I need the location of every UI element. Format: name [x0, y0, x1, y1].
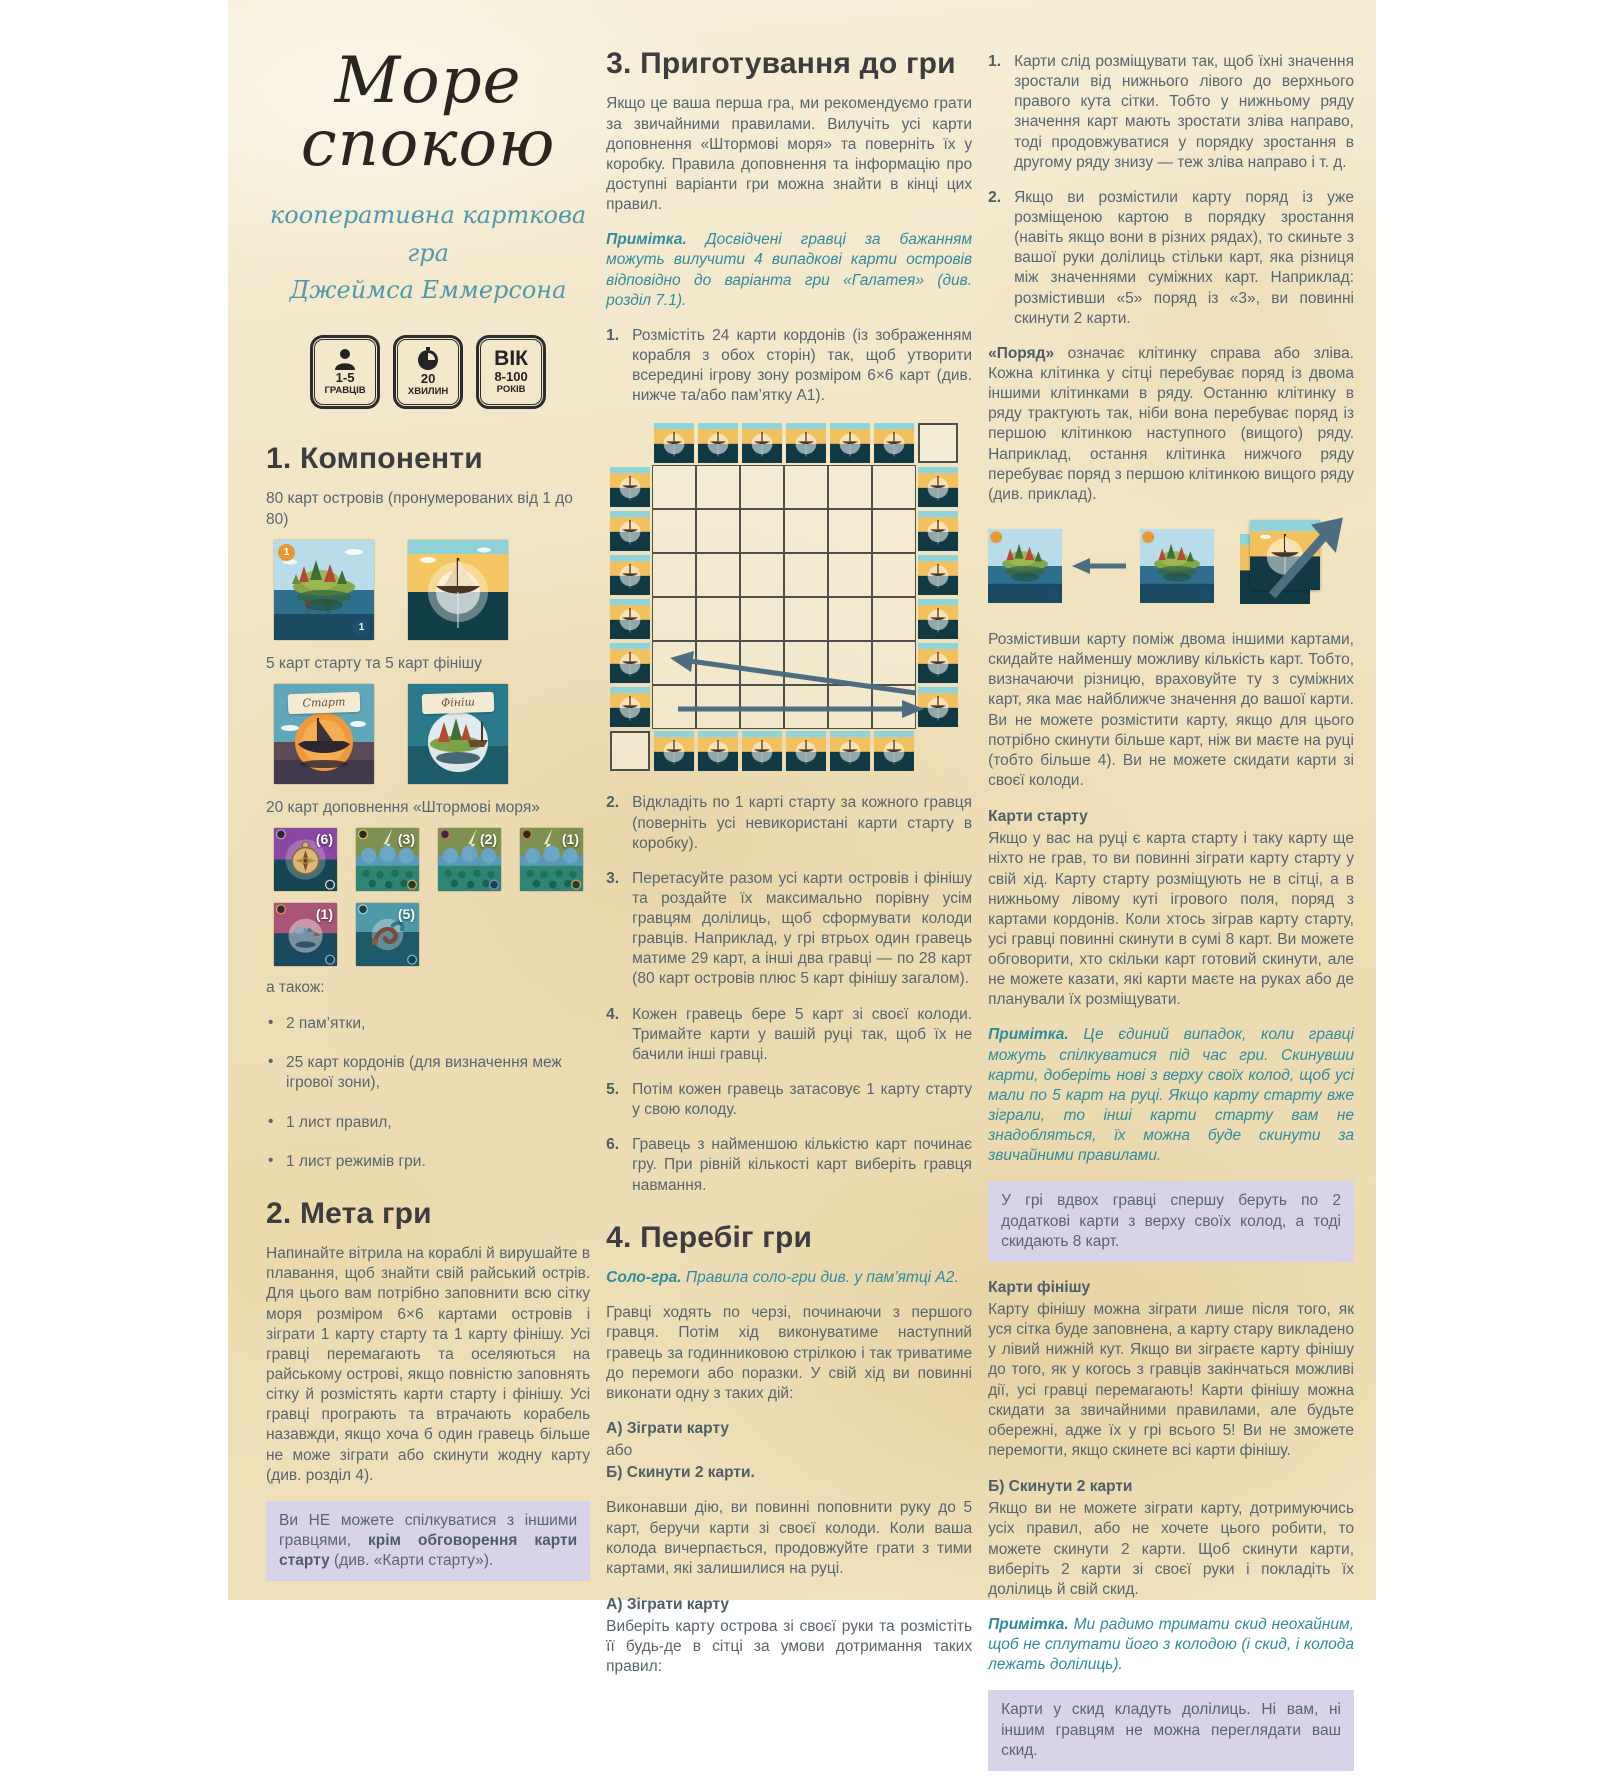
step-text: Відкладіть по 1 карті старту за кожного гравця (поверніть усі невикористані карти старту в коробку).: [632, 794, 973, 852]
page-columns: [228, 0, 1376, 1786]
badge-row: [266, 335, 590, 409]
players-label: ГРАВЦІВ: [324, 384, 366, 396]
bullet-dot-icon: •: [268, 1151, 274, 1169]
note-label: Примітка.: [606, 231, 687, 249]
border-card-illustration: [786, 731, 826, 771]
subheading-start-cards: Карти старту: [988, 808, 1088, 826]
grid-cell: [872, 553, 916, 597]
step-text: Перетасуйте разом усі карти островів і фінішу та роздайте їх максимально порівну усім гравцям долілиць, щоб сформувати колоди гравців. Наприклад, у грі втрьох один гравець матиме 29 карт, а інші два гравці — по 28 карт (80 карт островів плюс 5 карт фінішу загалом).: [632, 869, 973, 988]
grid-cell: [696, 509, 740, 553]
bullet-text: 1 лист правил,: [286, 1113, 392, 1131]
border-card-image: [916, 597, 960, 641]
bullet-dot-icon: •: [268, 1112, 274, 1130]
age-label: РОКІВ: [496, 384, 526, 396]
border-card-illustration: [830, 423, 870, 463]
storm-card-waves-image: [438, 828, 501, 891]
adjacency-body: означає клітинку справа або зліва. Кожна клітинка у сітці перебуває поряд із двома іншими клітинками в ряду. Останню клітинку в ряду трактують так, ніби вона перебуває поряд із першою клітинкою наступного (вищого) ряду. Наприклад, остання клітинка нижчого ряду перебуває поряд з першою клітинкою вищого ряду (див. приклад).: [988, 344, 1354, 503]
storm-card-waves-image: [520, 828, 583, 891]
solo-note: [606, 1268, 972, 1288]
subheading-play-card: А) Зіграти карту: [606, 1595, 730, 1613]
border-card-illustration: [918, 643, 958, 683]
grid-cell: [696, 597, 740, 641]
border-card-illustration: [610, 687, 650, 727]
border-card-illustration: [830, 731, 870, 771]
island-card-image: [274, 540, 374, 640]
grid-cell: [784, 597, 828, 641]
border-card-illustration: [918, 555, 958, 595]
finish-ribbon-label: Фініш: [440, 695, 476, 710]
grid-cell: [784, 641, 828, 685]
setup-step: [606, 869, 972, 990]
action-a: А) Зіграти карту: [606, 1419, 730, 1437]
border-card-image: [608, 597, 652, 641]
game-title: [266, 44, 590, 181]
note-label: Примітка.: [988, 1026, 1069, 1044]
grid-cell: [740, 465, 784, 509]
between-cards-paragraph: Розмістивши карту поміж двома іншими картами, скидайте найменшу можливу кількість карт. Тобто, визначаючи різницю, враховуйте ту з суміжних карт, яка має найближче значення до вашої карти. Ви не можете розмістити карту, якщо для цього потрібно скинути більше карт, ніж ви маєте на руці (тобто більше 4). Ви не можете скидати карти зі своєї колоди.: [988, 630, 1354, 789]
step-text: Потім кожен гравець затасовує 1 карту старту у свою колоду.: [632, 1081, 973, 1119]
adjacency-term: «Поряд»: [988, 344, 1055, 362]
grid-cell: [740, 685, 784, 729]
left-arrow-icon: [1070, 556, 1132, 576]
grid-cell: [828, 509, 872, 553]
bullet-text: 2 пам’ятки,: [286, 1015, 366, 1033]
blank-corner: [608, 421, 652, 465]
players-value: 1-5: [335, 369, 355, 385]
grid-cell: [740, 509, 784, 553]
setup-note: [606, 230, 972, 311]
grid-cell: [872, 597, 916, 641]
grid-cell: [652, 685, 696, 729]
start-card-image: [274, 684, 374, 784]
border-card-illustration: [698, 423, 738, 463]
border-card-image: [828, 421, 872, 465]
grid-cell: [696, 553, 740, 597]
bullet-dot-icon: •: [268, 1014, 274, 1032]
border-grid: [608, 421, 960, 773]
action-or: або: [606, 1442, 633, 1460]
border-card-illustration: [786, 423, 826, 463]
storm-cards-row-1: [274, 828, 590, 891]
island-card-image: [988, 529, 1062, 603]
border-card-illustration: [918, 467, 958, 507]
setup-step: [606, 1135, 972, 1195]
discard-paragraph: Якщо ви не можете зіграти карту, дотримуючись усіх правил, або не хочете цього робити, то можете скинути 2 карти. Щоб скинути карти, виберіть 2 карти зі своєї руки і покладіть їх долілиць й свій скид.: [988, 1500, 1354, 1598]
grid-cell: [652, 465, 696, 509]
grid-cell: [740, 641, 784, 685]
age-badge: [476, 335, 546, 409]
turn-order-paragraph: Гравці ходять по черзі, починаючи з першого гравця. Потім хід виконуватиме наступний гравець за годинниковою стрілкою і так триватиме до перемоги або поразки. У свій хід ви повинні виконати одну з таких дій:: [606, 1304, 973, 1402]
turn-actions: [606, 1419, 972, 1483]
setup-step: [606, 1005, 972, 1065]
bullet-dot-icon: •: [268, 1053, 274, 1071]
section-heading-components: 1. Компоненти: [266, 442, 483, 475]
island-illustration: [988, 529, 1062, 603]
grid-cell: [740, 553, 784, 597]
title-block: [266, 44, 590, 409]
islands-caption: 80 карт островів (пронумерованих від 1 до 80): [266, 490, 573, 528]
border-grid-diagram: [608, 421, 960, 773]
placement-rule: [988, 52, 1354, 173]
storm-card-count: (1): [561, 830, 579, 847]
border-card-illustration: [610, 467, 650, 507]
middle-column: [606, 46, 972, 1786]
placement-rule: [988, 188, 1354, 329]
components-bullet: [266, 1014, 590, 1034]
border-card-image: [652, 421, 696, 465]
time-value: 20: [420, 370, 436, 386]
step-text: Розмістіть 24 карти кордонів (із зображенням корабля з обох сторін) так, щоб утворити всередині ігрову зону розміром 6×6 карт (див. нижче та/або пам’ятку А1).: [632, 326, 973, 405]
warning-bold: крім обговорення карти старту: [279, 1532, 578, 1570]
finish-card-image: [408, 684, 508, 784]
border-card-image: [916, 553, 960, 597]
rulebook-page: [228, 0, 1376, 1759]
border-card-image: [608, 641, 652, 685]
ship-illustration: [408, 540, 508, 640]
note-body: Це єдиний випадок, коли гравці можуть спілкуватися під час гри. Скинувши карти, доберіть нові з верху своїх колод, щоб усі мали по 5 карт на руці. Якщо карту старту вже зіграли, то інші карти старту вам не знадобляться, їх можна буде скинути за звичайними правилами.: [988, 1026, 1354, 1165]
time-badge: [393, 335, 463, 409]
step-text: Карти слід розміщувати так, щоб їхні значення зростали від нижнього лівого до верхнього правого кута сітки. Тобто у нижньому ряду значення карт мають зростати зліва направо, тоді продовжуватися у порядку зростання в другому ряду знизу — теж зліва направо і т. д.: [1014, 53, 1354, 171]
island-number-badge-bottom: 1: [353, 619, 370, 636]
border-ship-card-image: [408, 540, 508, 640]
finish-ribbon: [422, 692, 495, 715]
no-communication-box: [266, 1501, 590, 1581]
island-number-badge-top: 1: [278, 544, 295, 561]
empty-corner-cell: [608, 729, 652, 773]
border-card-illustration: [610, 511, 650, 551]
border-card-illustration: [654, 731, 694, 771]
storm-card-count: (5): [397, 905, 415, 922]
storm-card-serpent-image: [356, 903, 419, 966]
grid-cell: [652, 641, 696, 685]
grid-cell: [740, 597, 784, 641]
play-card-intro: Виберіть карту острова зі своєї руки та розмістіть її будь-де в сітці за умови дотримання таких правил:: [606, 1618, 973, 1676]
grid-cell: [652, 597, 696, 641]
storm-card-count: (1): [315, 905, 333, 922]
start-cards-paragraph: Якщо у вас на руці є карта старту і таку карту ще ніхто не грав, то ви повинні зіграти карту старту у свій хід. Карту старту розміщують не в сітці, а в нижньому лівому куті ігрового поля, поряд з картами кордонів. Коли хтось зіграв карту старту, усі гравці повинні скинути в сумі 8 карт. Ви можете обговорити, хто скільки карт готовий скинути, але не можете казати, які карти маєте на руках або де планували їх розміщувати.: [988, 830, 1354, 1009]
game-title-line2: спокою: [300, 106, 556, 181]
setup-step: [606, 793, 972, 853]
border-card-illustration: [918, 511, 958, 551]
components-bullet: [266, 1113, 590, 1133]
grid-cell: [828, 641, 872, 685]
grid-cell: [828, 553, 872, 597]
players-badge: [310, 335, 380, 409]
empty-corner-cell: [916, 421, 960, 465]
storm-card-count: (2): [479, 830, 497, 847]
border-card-image: [916, 641, 960, 685]
time-label: ХВИЛИН: [407, 385, 449, 397]
border-card-illustration: [874, 731, 914, 771]
border-card-image: [872, 421, 916, 465]
components-bullet: [266, 1152, 590, 1172]
step-number: 5.: [606, 1081, 620, 1099]
grid-cell: [784, 553, 828, 597]
border-card-image: [916, 685, 960, 729]
game-title-line1: Море: [334, 44, 522, 118]
step-text: Кожен гравець бере 5 карт зі своєї колоди. Тримайте карти у вашій руці так, щоб їх не бачили інші гравці.: [632, 1005, 973, 1063]
border-card-image: [916, 509, 960, 553]
border-card-illustration: [918, 687, 958, 727]
bullet-text: 25 карт кордонів (для визначення меж ігрової зони),: [286, 1054, 562, 1092]
border-card-illustration: [918, 599, 958, 639]
border-card-illustration: [610, 555, 650, 595]
start-finish-cards-row: [274, 684, 590, 784]
border-card-image: [784, 729, 828, 773]
grid-cell: [872, 465, 916, 509]
border-card-illustration: [874, 423, 914, 463]
section-heading-gameplay: 4. Перебіг гри: [606, 1220, 813, 1254]
components-bullet-list: [266, 1014, 590, 1172]
border-card-illustration: [610, 599, 650, 639]
island-card-image: [1140, 529, 1214, 603]
goal-paragraph: Напинайте вітрила на кораблі й вирушайте в плавання, щоб знайти свій райський острів. Для цього вам потрібно заповнити всю сітку моря розміром 6×6 картами островів і зіграти 1 карту старту та 1 карту фінішу. Усі гравці перемагають та оселяються на райському острові, якщо повністю заповнять сітку й розмістять карти старту і фінішу. Усі гравці програють та втрачають корабель назавжди, якщо хоча б один гравець більше не може зіграти або скинути жодну карту (див. розділ 4).: [266, 1245, 591, 1484]
left-column: [266, 46, 590, 1786]
also-label: а також:: [266, 978, 325, 996]
start-ribbon-label: Старт: [302, 694, 346, 710]
start-ribbon: [288, 692, 361, 715]
border-card-illustration: [742, 731, 782, 771]
storm-card-count: (6): [315, 830, 333, 847]
note-body: Ми радимо тримати скид неохайним, щоб не сплутати його з колодою (і скид, і колода лежать долілиць).: [988, 1616, 1354, 1674]
bullet-text: 1 лист режимів гри.: [286, 1152, 426, 1170]
storm-cards-row-2: [274, 903, 590, 966]
island-cards-row: [274, 540, 590, 640]
finish-cards-paragraph: Карту фінішу можна зіграти лише після того, як уся сітка буде заповнена, а карту стару викладено у лівий нижній кут. Якщо ви зіграєте карту фінішу до того, як у когось з гравців закінчаться можливі дії, усі гравці перемагають! Карти фінішу можна скидати за звичайними правилами, але будьте обережні, адже їх у грі всього 5! Ви не зможете перемогти, якщо скинете всі карти фінішу.: [988, 1301, 1354, 1460]
border-card-image: [608, 685, 652, 729]
border-card-image: [740, 729, 784, 773]
border-card-image: [828, 729, 872, 773]
border-card-illustration: [698, 731, 738, 771]
step-number: 4.: [606, 1005, 620, 1023]
subheading-discard: Б) Скинути 2 карти: [988, 1478, 1133, 1496]
step-text: Гравець з найменшою кількістю карт починає гру. При рівній кількості карт виберіть гравця навмання.: [632, 1136, 973, 1194]
warning-prefix: Ви НЕ можете спілкуватися з іншими гравцями,: [279, 1511, 578, 1550]
setup-intro: Якщо це ваша перша гра, ми рекомендуємо грати за звичайними правилами. Вилучіть усі карти доповнення «Штормові моря» та поверніть їх у коробку. Правила доповнення та інформацію про доступні варіанти гри можна знайти в кінці цих правил.: [606, 95, 973, 214]
section-heading-setup: 3. Приготування до гри: [606, 47, 956, 80]
adjacency-paragraph: [988, 344, 1354, 505]
storm-card-compass-image: [274, 828, 337, 891]
border-card-illustration: [742, 423, 782, 463]
solo-label: Соло-гра.: [606, 1269, 682, 1287]
border-card-stack: [1240, 520, 1336, 612]
grid-cell: [696, 641, 740, 685]
start-cards-note: [988, 1025, 1354, 1166]
step-number: 6.: [606, 1136, 620, 1154]
discard-facedown-box: Карти у скид кладуть долілиць. Ні вам, ні іншим гравцям не можна переглядати ваш скид.: [988, 1690, 1354, 1770]
step-number: 3.: [606, 869, 620, 887]
border-card-image: [784, 421, 828, 465]
note-body: Досвідчені гравці за бажанням можуть вилучити 4 випадкові карти островів відповідно до варіанта гри «Галатея» (див. розділ 7.1).: [606, 231, 973, 309]
setup-step: [606, 1080, 972, 1120]
border-card-image: [916, 465, 960, 509]
grid-cell: [828, 597, 872, 641]
grid-cell: [652, 553, 696, 597]
grid-cell: [872, 641, 916, 685]
age-value: 8-100: [494, 369, 528, 385]
warning-suffix: (див. «Карти старту»).: [329, 1552, 494, 1570]
border-card-image: [608, 553, 652, 597]
grid-cell: [784, 465, 828, 509]
border-card-illustration: [610, 643, 650, 683]
grid-cell: [696, 465, 740, 509]
border-card-image: [652, 729, 696, 773]
border-card-image: [608, 465, 652, 509]
island-illustration: [1140, 529, 1214, 603]
game-subtitle-line1: кооперативна карткова гра: [269, 201, 587, 267]
up-right-arrow-icon: [1256, 514, 1352, 606]
grid-cell: [872, 509, 916, 553]
solo-body: Правила соло-гри див. у пам’ятці А2.: [681, 1269, 959, 1287]
border-card-image: [696, 421, 740, 465]
note-label: Примітка.: [988, 1616, 1069, 1633]
refill-paragraph: Виконавши дію, ви повинні поповнити руку до 5 карт, беручи карти зі своєї колоди. Коли ваша колода вичерпається, продовжуйте грати з тими картами, які залишилися на руці.: [606, 1499, 973, 1577]
age-title: ВІК: [494, 347, 528, 371]
step-number: 1.: [606, 326, 620, 344]
start-finish-caption: 5 карт старту та 5 карт фінішу: [266, 654, 482, 672]
two-player-box: У грі вдвох гравці спершу беруть по 2 додаткові карти з верху своїх колод, а тоді скидають 8 карт.: [988, 1181, 1354, 1261]
border-card-image: [740, 421, 784, 465]
grid-cell: [696, 685, 740, 729]
person-icon: [333, 348, 357, 370]
action-b: Б) Скинути 2 карти.: [606, 1464, 755, 1482]
grid-cell: [652, 509, 696, 553]
border-card-image: [696, 729, 740, 773]
storm-card-count: (3): [397, 830, 415, 847]
grid-cell: [784, 509, 828, 553]
right-column: [988, 46, 1354, 1786]
section-heading-goal: 2. Мета гри: [266, 1196, 432, 1230]
storm-card-waves-image: [356, 828, 419, 891]
border-card-image: [872, 729, 916, 773]
game-subtitle-line2: Джеймса Еммерсона: [289, 275, 567, 304]
storm-caption: 20 карт доповнення «Штормові моря»: [266, 798, 540, 816]
grid-cell: [828, 685, 872, 729]
grid-cell: [784, 685, 828, 729]
storm-card-creature-image: [274, 903, 337, 966]
discard-note: [988, 1615, 1354, 1675]
adjacency-example: [988, 520, 1354, 612]
blank-corner: [916, 729, 960, 773]
step-number: 1.: [988, 53, 1002, 70]
components-bullet: [266, 1053, 590, 1093]
subheading-finish-cards: Карти фінішу: [988, 1278, 1091, 1296]
step-text: Якщо ви розмістили карту поряд із уже розміщеною картою в порядку зростання (навіть якщо вони в різних рядах), то скиньте з вашої руки долілиць стільки карт, яка різниця між значеннями суміжних карт. Наприклад: розмістивши «5» поряд із «3», ви повинні скинути 2 карти.: [1014, 188, 1354, 327]
grid-cell: [828, 465, 872, 509]
border-card-illustration: [654, 423, 694, 463]
step-number: 2.: [606, 794, 620, 812]
grid-cell: [872, 685, 916, 729]
clock-icon: [416, 347, 440, 371]
setup-step: [606, 326, 972, 407]
step-number: 2.: [988, 188, 1002, 206]
game-subtitle: [266, 197, 590, 309]
border-card-image: [608, 509, 652, 553]
